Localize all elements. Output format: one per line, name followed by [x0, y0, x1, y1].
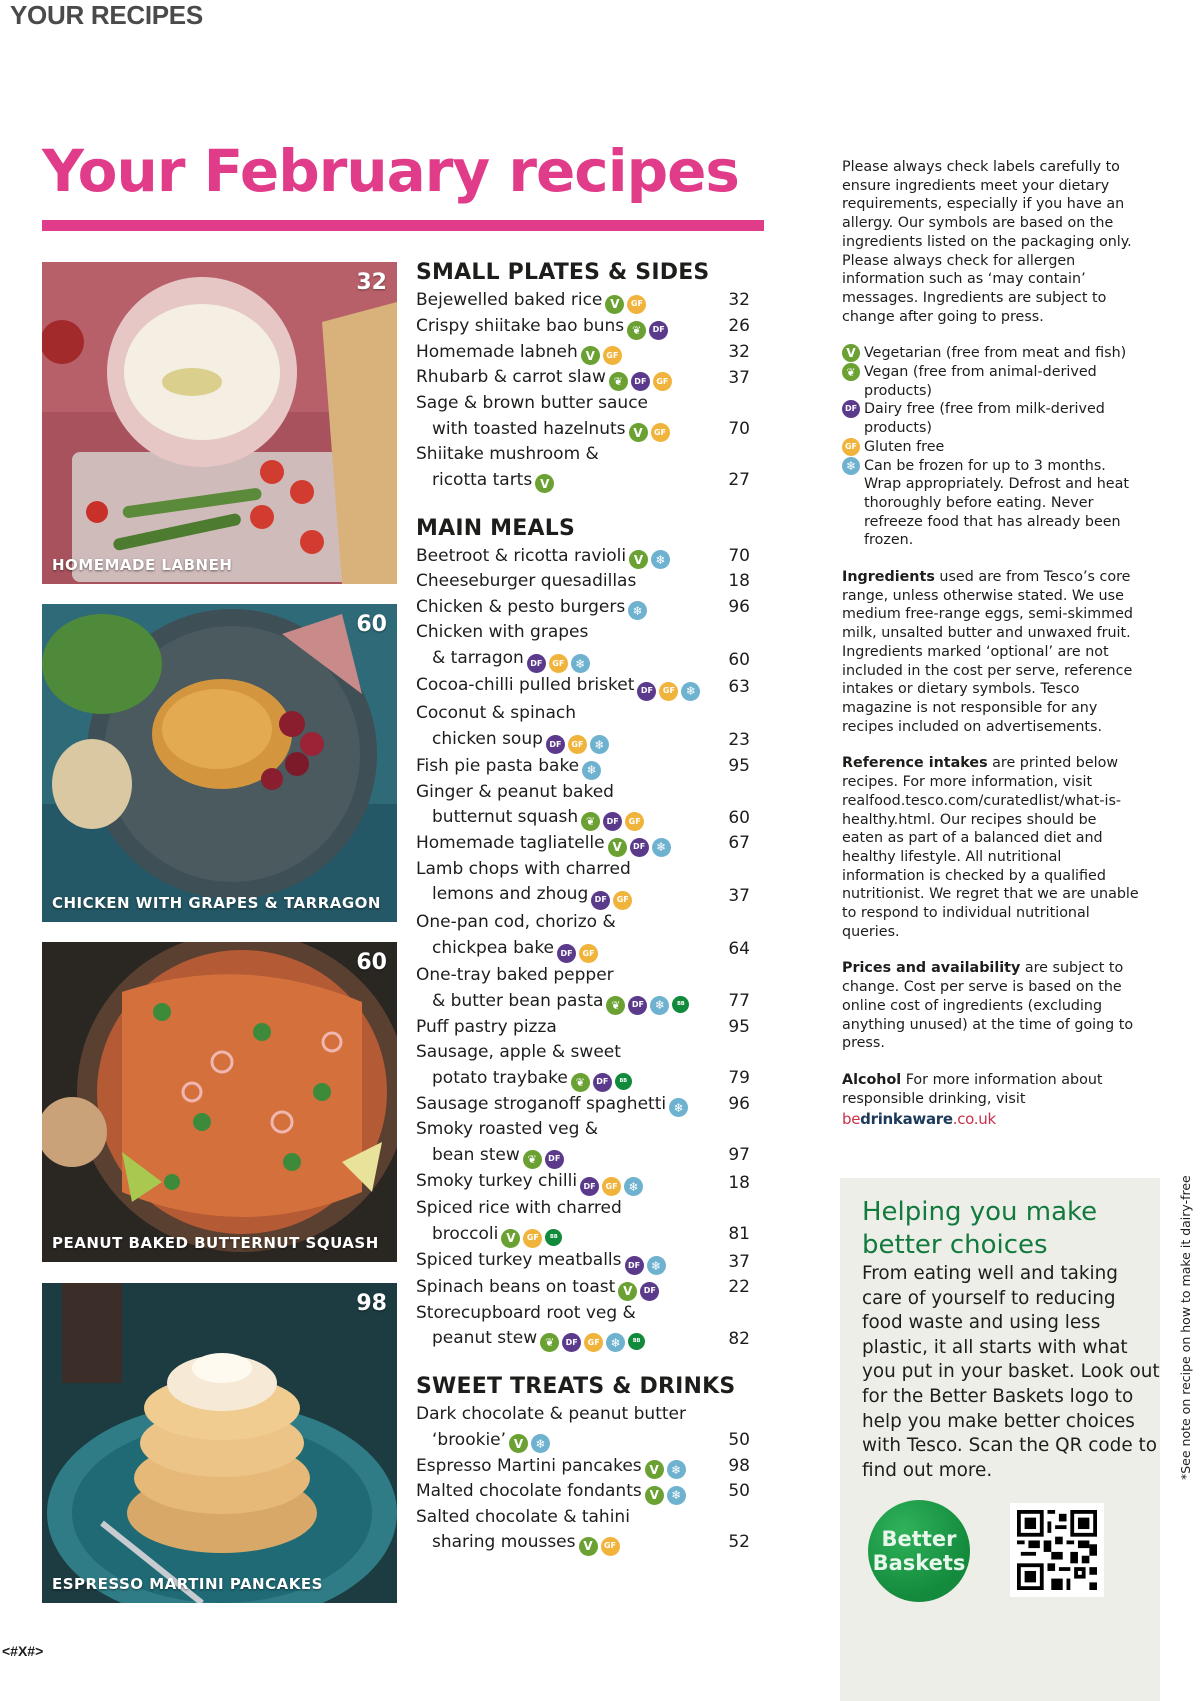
recipe-name: sharing mousses V GF [416, 1530, 756, 1556]
recipe-entry[interactable] [416, 910, 756, 963]
freezable-icon: ❄ [651, 550, 670, 569]
dairy-free-icon: DF [625, 1256, 644, 1275]
gluten-free-icon: GF [603, 346, 622, 365]
recipe-entry[interactable] [416, 1015, 756, 1041]
recipe-entry[interactable] [416, 314, 756, 340]
photo-chicken-grapes[interactable] [42, 604, 397, 922]
recipe-page-number: 67 [728, 833, 750, 854]
recipe-page-number: 97 [728, 1145, 750, 1166]
photo-caption: HOMEMADE LABNEH [52, 556, 233, 574]
dietary-badges [629, 423, 670, 442]
dairy-free-icon: DF [640, 1282, 659, 1301]
recipe-entry[interactable] [416, 857, 756, 910]
category-heading-main-meals: MAIN MEALS [416, 515, 575, 541]
dietary-badges [628, 601, 647, 620]
recipe-name: One-tray baked pepper [416, 965, 614, 985]
recipe-page-number: 18 [728, 1172, 750, 1193]
recipe-name: Homemade labneh V GF [416, 340, 756, 366]
recipe-page-number: 37 [728, 367, 750, 388]
dietary-badges [618, 1282, 659, 1301]
recipe-name: Chicken with grapes [416, 622, 589, 643]
dietary-badges [645, 1486, 686, 1505]
recipe-entry[interactable] [416, 754, 756, 780]
recipe-name: bean stew ❦ DF [416, 1143, 756, 1169]
dietary-badges [637, 682, 700, 701]
recipe-page-number: 77 [728, 991, 750, 1011]
recipe-name: Rhubarb & carrot slaw ❦ DF GF [416, 365, 756, 391]
recipe-page-number: 18 [728, 571, 750, 592]
legend-item: V Vegetarian (free from meat and fish) [842, 344, 1142, 363]
recipe-name: Smoky roasted veg & [416, 1119, 599, 1140]
category-heading-small-plates: SMALL PLATES & SIDES [416, 260, 710, 285]
freezable-icon: ❄ [681, 682, 700, 701]
legend-item: ❄ Can be frozen for up to 3 months. Wrap appropriately. Defrost and heat thoroughly before eating. Never refreeze food that has already been frozen. [842, 457, 1142, 551]
freezable-icon: ❄ [842, 457, 860, 475]
dairy-free-icon: DF [631, 372, 650, 391]
dietary-badges [501, 1229, 562, 1248]
recipe-name: Malted chocolate fondants V ❄ [416, 1479, 756, 1505]
vegetarian-icon: V [608, 838, 627, 857]
recipe-name: Ginger & peanut baked [416, 781, 614, 802]
recipe-entry[interactable] [416, 288, 756, 314]
recipe-entry[interactable] [416, 1040, 756, 1092]
dairy-free-icon: DF [546, 735, 565, 754]
recipe-page-number: 95 [728, 756, 750, 777]
better-baskets-icon: BB [672, 996, 689, 1013]
labneh-image [42, 262, 397, 584]
gluten-free-icon: GF [584, 1333, 603, 1352]
recipe-name: Salted chocolate & tahini [416, 1506, 630, 1527]
dairy-free-icon: DF [842, 400, 860, 418]
title-rule [42, 220, 764, 231]
vegetarian-icon: V [581, 346, 600, 365]
recipe-page-number: 70 [728, 418, 750, 439]
recipe-entry[interactable] [416, 1301, 756, 1353]
recipe-name: One-pan cod, chorizo & [416, 911, 616, 932]
legend-item: ❦ Vegan (free from animal-derived products) [842, 363, 1142, 400]
freezable-icon: ❄ [606, 1333, 625, 1352]
recipe-name: with toasted hazelnuts V GF [416, 417, 756, 443]
recipe-page-number: 98 [728, 1455, 750, 1476]
recipe-name: peanut stew ❦ DF GF ❄ BB [416, 1326, 756, 1352]
recipe-name: Coconut & spinach [416, 702, 576, 723]
gluten-free-icon: GF [579, 944, 598, 963]
dietary-badges [609, 372, 672, 391]
dietary-badges [606, 996, 689, 1015]
photo-peanut-butternut[interactable] [42, 942, 397, 1262]
recipe-entry[interactable] [416, 569, 756, 595]
recipe-entry[interactable] [416, 1196, 756, 1247]
dietary-badges [669, 1098, 688, 1117]
dietary-badges [645, 1460, 686, 1479]
vegetarian-icon: V [629, 550, 648, 569]
recipe-page-number: 70 [728, 545, 750, 566]
recipe-page-number: 23 [728, 730, 750, 751]
recipe-name: Crispy shiitake bao buns ❦ DF [416, 314, 756, 340]
photo-caption: ESPRESSO MARTINI PANCAKES [52, 1575, 323, 1593]
dairy-free-icon: DF [593, 1073, 612, 1092]
recipe-name: lemons and zhoug DF GF [416, 882, 756, 910]
better-baskets-icon: BB [628, 1333, 645, 1350]
gluten-free-icon: GF [568, 735, 587, 754]
recipe-name: Bejewelled baked rice V GF [416, 288, 756, 314]
freezable-icon: ❄ [652, 838, 671, 857]
prices-note: Prices and availability are subject to change. Cost per serve is based on the online cost of ingredients (excluding anything unused) at the time of going to press. [842, 960, 1134, 1052]
recipe-name: butternut squash ❦ DF GF [416, 805, 756, 831]
freezable-icon: ❄ [667, 1486, 686, 1505]
gluten-free-icon: GF [549, 654, 568, 673]
freezable-icon: ❄ [624, 1177, 643, 1196]
recipe-page-number: 81 [728, 1224, 750, 1245]
gluten-free-icon: GF [659, 682, 678, 701]
recipe-entry[interactable] [416, 1479, 756, 1505]
recipe-page-number: 26 [728, 316, 750, 336]
gluten-free-icon: GF [651, 423, 670, 442]
vegan-icon: ❦ [540, 1333, 559, 1352]
gluten-free-icon: GF [625, 812, 644, 831]
page-marker: <#X#> [2, 1643, 44, 1659]
recipe-name: Cheeseburger quesadillas [416, 571, 637, 592]
freezable-icon: ❄ [650, 996, 669, 1015]
dietary-badges [580, 1177, 643, 1196]
gluten-free-icon: GF [842, 438, 860, 456]
legend-item: GF Gluten free [842, 438, 1142, 457]
recipe-name: Beetroot & ricotta ravioli V ❄ [416, 544, 756, 570]
dietary-badges [582, 761, 601, 780]
category-heading-sweet-treats: SWEET TREATS & DRINKS [416, 1374, 736, 1400]
freezable-icon: ❄ [582, 761, 601, 780]
vegetarian-icon: V [618, 1282, 637, 1301]
recipe-name: Sausage stroganoff spaghetti ❄ [416, 1092, 756, 1118]
better-baskets-logo: Better Baskets [868, 1500, 970, 1602]
dairy-free-icon: DF [580, 1177, 599, 1196]
freezable-icon: ❄ [647, 1256, 666, 1275]
photo-caption: CHICKEN WITH GRAPES & TARRAGON [52, 894, 381, 912]
recipe-entry[interactable] [416, 1275, 756, 1301]
recipe-name: Lamb chops with charred [416, 858, 631, 879]
recipe-entry[interactable] [416, 963, 756, 1015]
alcohol-note: Alcohol For more information about responsible drinking, visit [842, 1071, 1103, 1107]
dairy-free-icon: DF [562, 1333, 581, 1352]
recipe-name: Cocoa-chilli pulled brisket DF GF ❄ [416, 673, 756, 701]
dietary-badges [627, 321, 668, 340]
vegan-icon: ❦ [581, 812, 600, 831]
recipe-name: ‘brookie’ V ❄ [416, 1428, 756, 1454]
qr-code-icon [1017, 1510, 1097, 1590]
dietary-badges [581, 346, 622, 365]
dietary-badges [608, 838, 671, 857]
recipe-entry[interactable] [416, 780, 756, 832]
recipe-name: Fish pie pasta bake ❄ [416, 754, 756, 780]
recipe-entry[interactable] [416, 340, 756, 366]
recipe-name: Spinach beans on toast V DF [416, 1275, 756, 1301]
vegetarian-icon: V [645, 1460, 664, 1479]
recipe-name: Sausage, apple & sweet [416, 1042, 621, 1063]
dietary-badges [557, 944, 598, 963]
recipe-entry[interactable] [416, 391, 756, 442]
recipe-page-number: 52 [728, 1532, 750, 1553]
dietary-badges [579, 1537, 620, 1556]
freezable-icon: ❄ [667, 1460, 686, 1479]
recipe-name: ricotta tarts V [416, 468, 756, 494]
better-baskets-icon: BB [615, 1073, 632, 1090]
recipe-page-number: 32 [728, 341, 750, 362]
recipe-page-number: 37 [728, 1251, 750, 1272]
page-title: Your February recipes [42, 137, 739, 205]
pancakes-image [42, 1283, 397, 1603]
dairy-free-icon: DF [557, 944, 576, 963]
recipe-entry[interactable] [416, 1117, 756, 1169]
notes-column [842, 158, 1142, 1129]
vegan-icon: ❦ [523, 1150, 542, 1169]
better-baskets-panel [840, 1178, 1160, 1701]
dietary-legend [842, 344, 1142, 550]
vegetarian-icon: V [535, 474, 554, 493]
recipe-name: Dark chocolate & peanut butter [416, 1404, 686, 1425]
recipe-page-number: 82 [728, 1328, 750, 1349]
drinkaware-link[interactable]: bedrinkaware.co.uk [842, 1110, 996, 1129]
vegan-icon: ❦ [842, 363, 860, 381]
dairy-free-icon: DF [630, 838, 649, 857]
photo-page-number: 98 [356, 1291, 387, 1316]
chicken-image [42, 604, 397, 922]
recipe-entry[interactable] [416, 595, 756, 621]
dietary-badges [629, 550, 670, 569]
dietary-badges [581, 812, 644, 831]
recipe-entry[interactable] [416, 620, 756, 673]
vegan-icon: ❦ [606, 996, 625, 1015]
dairy-free-icon: DF [637, 682, 656, 701]
recipe-name: & tarragon DF GF ❄ [416, 646, 756, 674]
better-baskets-body: From eating well and taking care of yourself to reducing food waste and using less plastic, it all starts with what you put in your basket. Look out for the Better Baskets logo to help you make better choices with Tesco. Scan the QR code to find out more. [862, 1263, 1160, 1481]
freezable-icon: ❄ [571, 654, 590, 673]
freezable-icon: ❄ [531, 1434, 550, 1453]
sweet-treats-list [416, 1402, 756, 1556]
vegan-icon: ❦ [627, 321, 646, 340]
freezable-icon: ❄ [669, 1098, 688, 1117]
ingredients-note: Ingredients used are from Tesco’s core range, unless otherwise stated. We use medium free-range eggs, semi-skimmed milk, unsalted butter and unwaxed fruit. Ingredients marked ‘optional’ are not included in the cost per serve, reference intakes or dietary symbols. Tesco magazine is not responsible for any recipes included on advertisements. [842, 569, 1133, 735]
squash-image [42, 942, 397, 1262]
recipe-page-number: 63 [728, 677, 750, 698]
gluten-free-icon: GF [613, 891, 632, 910]
vegetarian-icon: V [605, 295, 624, 314]
photo-espresso-pancakes[interactable] [42, 1283, 397, 1603]
better-baskets-icon: BB [545, 1229, 562, 1246]
photo-homemade-labneh[interactable] [42, 262, 397, 584]
dairy-free-icon: DF [603, 812, 622, 831]
recipe-entry[interactable] [416, 673, 756, 701]
reference-intakes-note: Reference intakes are printed below recipes. For more information, visit realfood.tesco.com/curatedlist/what-is-healthy.html. Our recipes should be eaten as part of a balanced diet and healthy lifestyle. All nutritional information is checked by a qualified nutritionist. We regret that we are unable to respond to individual nutritional queries. [842, 755, 1139, 940]
photo-caption: PEANUT BAKED BUTTERNUT SQUASH [52, 1234, 379, 1252]
recipe-entry[interactable] [416, 831, 756, 857]
recipe-name: chickpea bake DF GF [416, 936, 756, 964]
recipe-page-number: 60 [728, 649, 750, 670]
dairy-free-icon: DF [591, 891, 610, 910]
recipe-name: Spiced rice with charred [416, 1198, 622, 1219]
dietary-badges [546, 735, 609, 754]
dietary-badges [523, 1150, 564, 1169]
recipe-name: Homemade tagliatelle V DF ❄ [416, 831, 756, 857]
dairy-free-footnote: *See note on recipe on how to make it dairy-free [1178, 1175, 1193, 1480]
dietary-badges [509, 1434, 550, 1453]
photo-page-number: 32 [356, 270, 387, 295]
dairy-free-icon: DF [628, 996, 647, 1015]
gluten-free-icon: GF [653, 372, 672, 391]
vegan-icon: ❦ [571, 1073, 590, 1092]
recipe-entry[interactable] [416, 1505, 756, 1556]
recipe-page-number: 50 [728, 1429, 750, 1450]
recipe-entry[interactable] [416, 544, 756, 570]
qr-code[interactable] [1010, 1503, 1104, 1597]
recipe-page-number: 79 [728, 1068, 750, 1089]
recipe-page-number: 32 [728, 290, 750, 310]
recipe-name: & butter bean pasta ❦ DF ❄ BB [416, 989, 756, 1015]
recipe-entry[interactable] [416, 1248, 756, 1276]
recipe-name: Spiced turkey meatballs DF ❄ [416, 1248, 756, 1276]
dietary-badges [535, 474, 554, 493]
photo-page-number: 60 [356, 612, 387, 637]
recipe-page-number: 37 [728, 886, 750, 907]
recipe-entry[interactable] [416, 701, 756, 754]
recipe-name: Chicken & pesto burgers ❄ [416, 595, 756, 621]
vegetarian-icon: V [509, 1434, 528, 1453]
freezable-icon: ❄ [628, 601, 647, 620]
vegetarian-icon: V [629, 423, 648, 442]
recipe-name: Shiitake mushroom & [416, 444, 599, 465]
recipe-entry[interactable] [416, 442, 756, 493]
dietary-badges [571, 1073, 632, 1092]
recipe-name: Espresso Martini pancakes V ❄ [416, 1454, 756, 1480]
recipe-name: potato traybake ❦ DF BB [416, 1066, 756, 1092]
main-meals-list [416, 544, 756, 1353]
recipe-page-number: 95 [728, 1016, 750, 1037]
gluten-free-icon: GF [627, 295, 646, 314]
dairy-free-icon: DF [649, 321, 668, 340]
dietary-badges [591, 891, 632, 910]
small-plates-list [416, 288, 756, 494]
recipe-entry[interactable] [416, 1402, 756, 1453]
recipe-page-number: 96 [728, 596, 750, 617]
gluten-free-icon: GF [523, 1229, 542, 1248]
dietary-badges [605, 295, 646, 314]
dairy-free-icon: DF [527, 654, 546, 673]
dietary-badges [625, 1256, 666, 1275]
allergy-note: Please always check labels carefully to ensure ingredients meet your dietary requirements, especially if you have an allergy. Our symbols are based on the ingredients listed on the packaging only. Please always check for allergen information such as ‘may contain’ messages. Ingredients are subject to change after going to press. [842, 159, 1132, 325]
photo-page-number: 60 [356, 950, 387, 975]
recipe-name: chicken soup DF GF ❄ [416, 727, 756, 755]
dairy-free-icon: DF [545, 1150, 564, 1169]
recipe-page-number: 96 [728, 1093, 750, 1114]
recipe-page-number: 64 [728, 939, 750, 960]
dietary-badges [527, 654, 590, 673]
gluten-free-icon: GF [601, 1537, 620, 1556]
section-label: YOUR RECIPES [10, 0, 203, 30]
freezable-icon: ❄ [590, 735, 609, 754]
recipe-name: Storecupboard root veg & [416, 1302, 636, 1323]
vegetarian-icon: V [501, 1229, 520, 1248]
recipe-name: Smoky turkey chilli DF GF ❄ [416, 1169, 756, 1197]
legend-item: DF Dairy free (free from milk-derived products) [842, 400, 1142, 437]
recipe-name: Sage & brown butter sauce [416, 393, 649, 414]
recipe-entry[interactable] [416, 1169, 756, 1197]
vegan-icon: ❦ [609, 372, 628, 391]
vegetarian-icon: V [579, 1537, 598, 1556]
recipe-entry[interactable] [416, 1092, 756, 1118]
recipe-entry[interactable] [416, 365, 756, 391]
better-baskets-title: Helping you make better choices [862, 1197, 1098, 1260]
recipe-entry[interactable] [416, 1454, 756, 1480]
recipe-name: broccoli V GF BB [416, 1222, 756, 1248]
vegetarian-icon: V [842, 344, 860, 362]
recipe-page-number: 60 [728, 807, 750, 828]
recipe-page-number: 22 [728, 1277, 750, 1298]
recipe-page-number: 50 [728, 1481, 750, 1502]
recipe-page-number: 27 [728, 469, 750, 490]
dietary-badges [540, 1333, 645, 1352]
vegetarian-icon: V [645, 1486, 664, 1505]
gluten-free-icon: GF [602, 1177, 621, 1196]
recipe-name: Puff pastry pizza [416, 1016, 557, 1037]
recipe-index [416, 258, 756, 1556]
